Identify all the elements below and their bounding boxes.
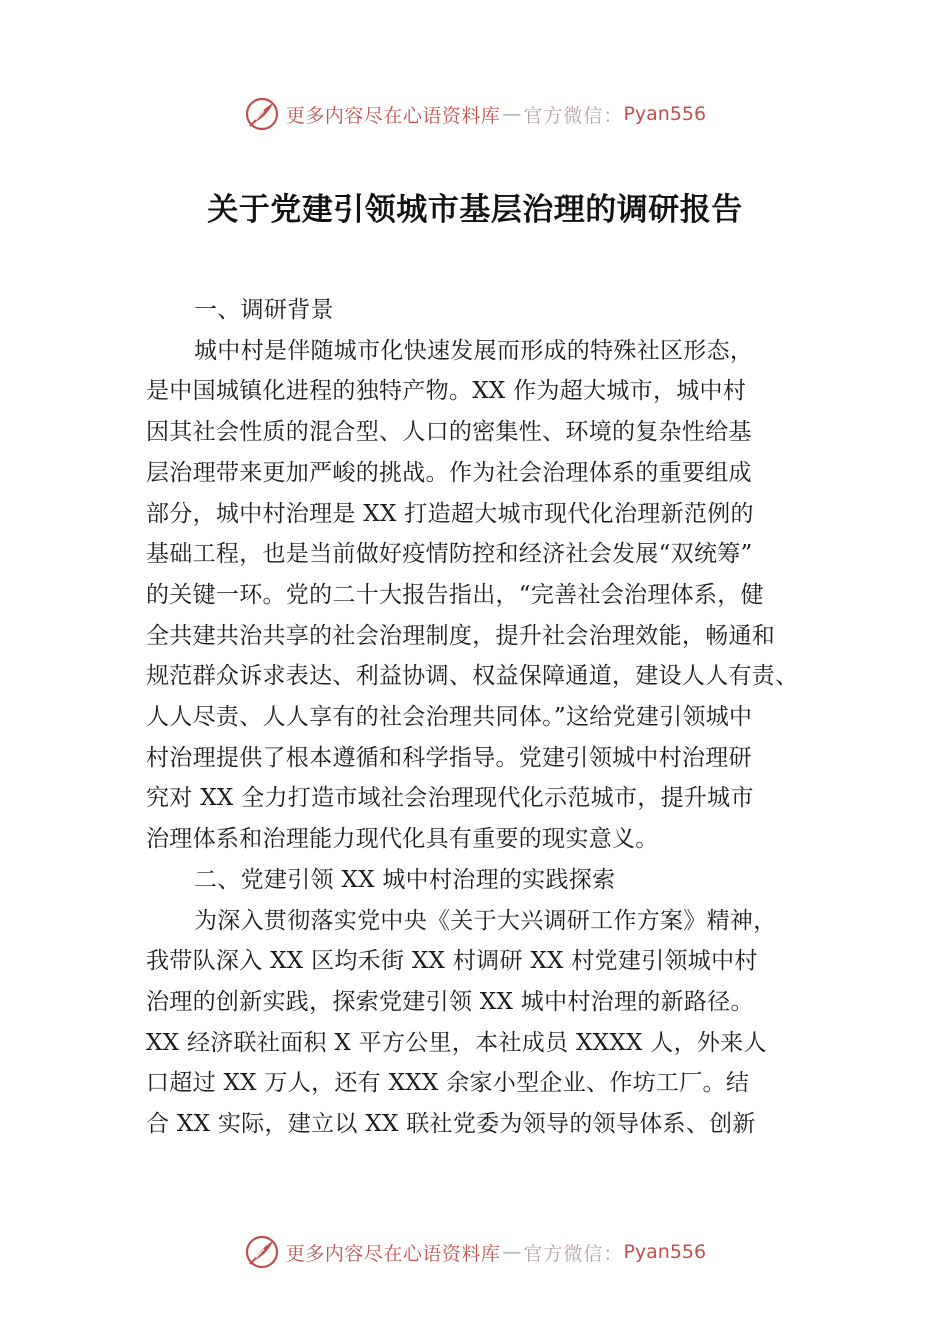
- paragraph-line: 的关键一环。党的二十大报告指出，“完善社会治理体系，健: [146, 581, 764, 608]
- paragraph-line: 合 XX 实际，建立以 XX 联社党委为领导的领导体系、创新: [146, 1111, 756, 1138]
- paragraph-background: [146, 331, 838, 860]
- footer-watermark-banner: [0, 1230, 950, 1274]
- paragraph-line: 层治理带来更加严峻的挑战。作为社会治理体系的重要组成: [146, 459, 752, 486]
- paragraph-line: 是中国城镇化进程的独特产物。XX 作为超大城市，城中村: [146, 378, 747, 405]
- contact-id: Pyan556: [623, 1241, 707, 1263]
- brand-text: 更多内容尽在心语资料库: [285, 104, 501, 127]
- paragraph-line: 口超过 XX 万人，还有 XXX 余家小型企业、作坊工厂。结: [146, 1070, 750, 1097]
- paragraph-line: 治理的创新实践，探索党建引领 XX 城中村治理的新路径。: [146, 988, 754, 1015]
- feather-pen-logo-icon: [244, 1234, 280, 1270]
- paragraph-line: 人人尽责、人人享有的社会治理共同体。”这给党建引领城中: [146, 704, 753, 731]
- paragraph-line: 规范群众诉求表达、利益协调、权益保障通道，建设人人有责、: [146, 663, 799, 690]
- contact-label: 官方微信：: [523, 104, 624, 127]
- paragraph-line: 为深入贯彻落实党中央《关于大兴调研工作方案》精神，: [194, 907, 777, 934]
- header-watermark-banner: [0, 92, 950, 136]
- contact-label: 官方微信：: [523, 1242, 624, 1265]
- paragraph-line: 究对 XX 全力打造市域社会治理现代化示范城市，提升城市: [146, 785, 754, 812]
- document-body: [146, 290, 838, 1145]
- paragraph-line: 我带队深入 XX 区均禾街 XX 村调研 XX 村党建引领城中村: [146, 948, 758, 975]
- brand-text: 更多内容尽在心语资料库: [285, 1242, 501, 1265]
- paragraph-line: XX 经济联社面积 X 平方公里，本社成员 XXXX 人，外来人: [146, 1029, 767, 1056]
- banner-separator: —: [502, 1241, 522, 1263]
- document-title: 关于党建引领城市基层治理的调研报告: [207, 192, 743, 228]
- paragraph-line: 全共建共治共享的社会治理制度，提升社会治理效能，畅通和: [146, 622, 776, 649]
- paragraph-line: 城中村是伴随城市化快速发展而形成的特殊社区形态，: [194, 337, 754, 364]
- paragraph-line: 治理体系和治理能力现代化具有重要的现实意义。: [146, 826, 659, 853]
- paragraph-line: 村治理提供了根本遵循和科学指导。党建引领城中村治理研: [146, 744, 752, 771]
- paragraph-line: 因其社会性质的混合型、人口的密集性、环境的复杂性给基: [146, 419, 752, 446]
- banner-separator: —: [502, 103, 522, 125]
- section-2-heading: 二、党建引领 XX 城中村治理的实践探索: [194, 866, 616, 893]
- section-1-heading: 一、调研背景: [194, 297, 334, 323]
- paragraph-line: 基础工程，也是当前做好疫情防控和经济社会发展“双统筹”: [146, 541, 753, 568]
- feather-pen-logo-icon: [244, 96, 280, 132]
- paragraph-practice: [146, 901, 838, 1145]
- contact-id: Pyan556: [623, 103, 707, 125]
- paragraph-line: 部分，城中村治理是 XX 打造超大城市现代化治理新范例的: [146, 500, 754, 527]
